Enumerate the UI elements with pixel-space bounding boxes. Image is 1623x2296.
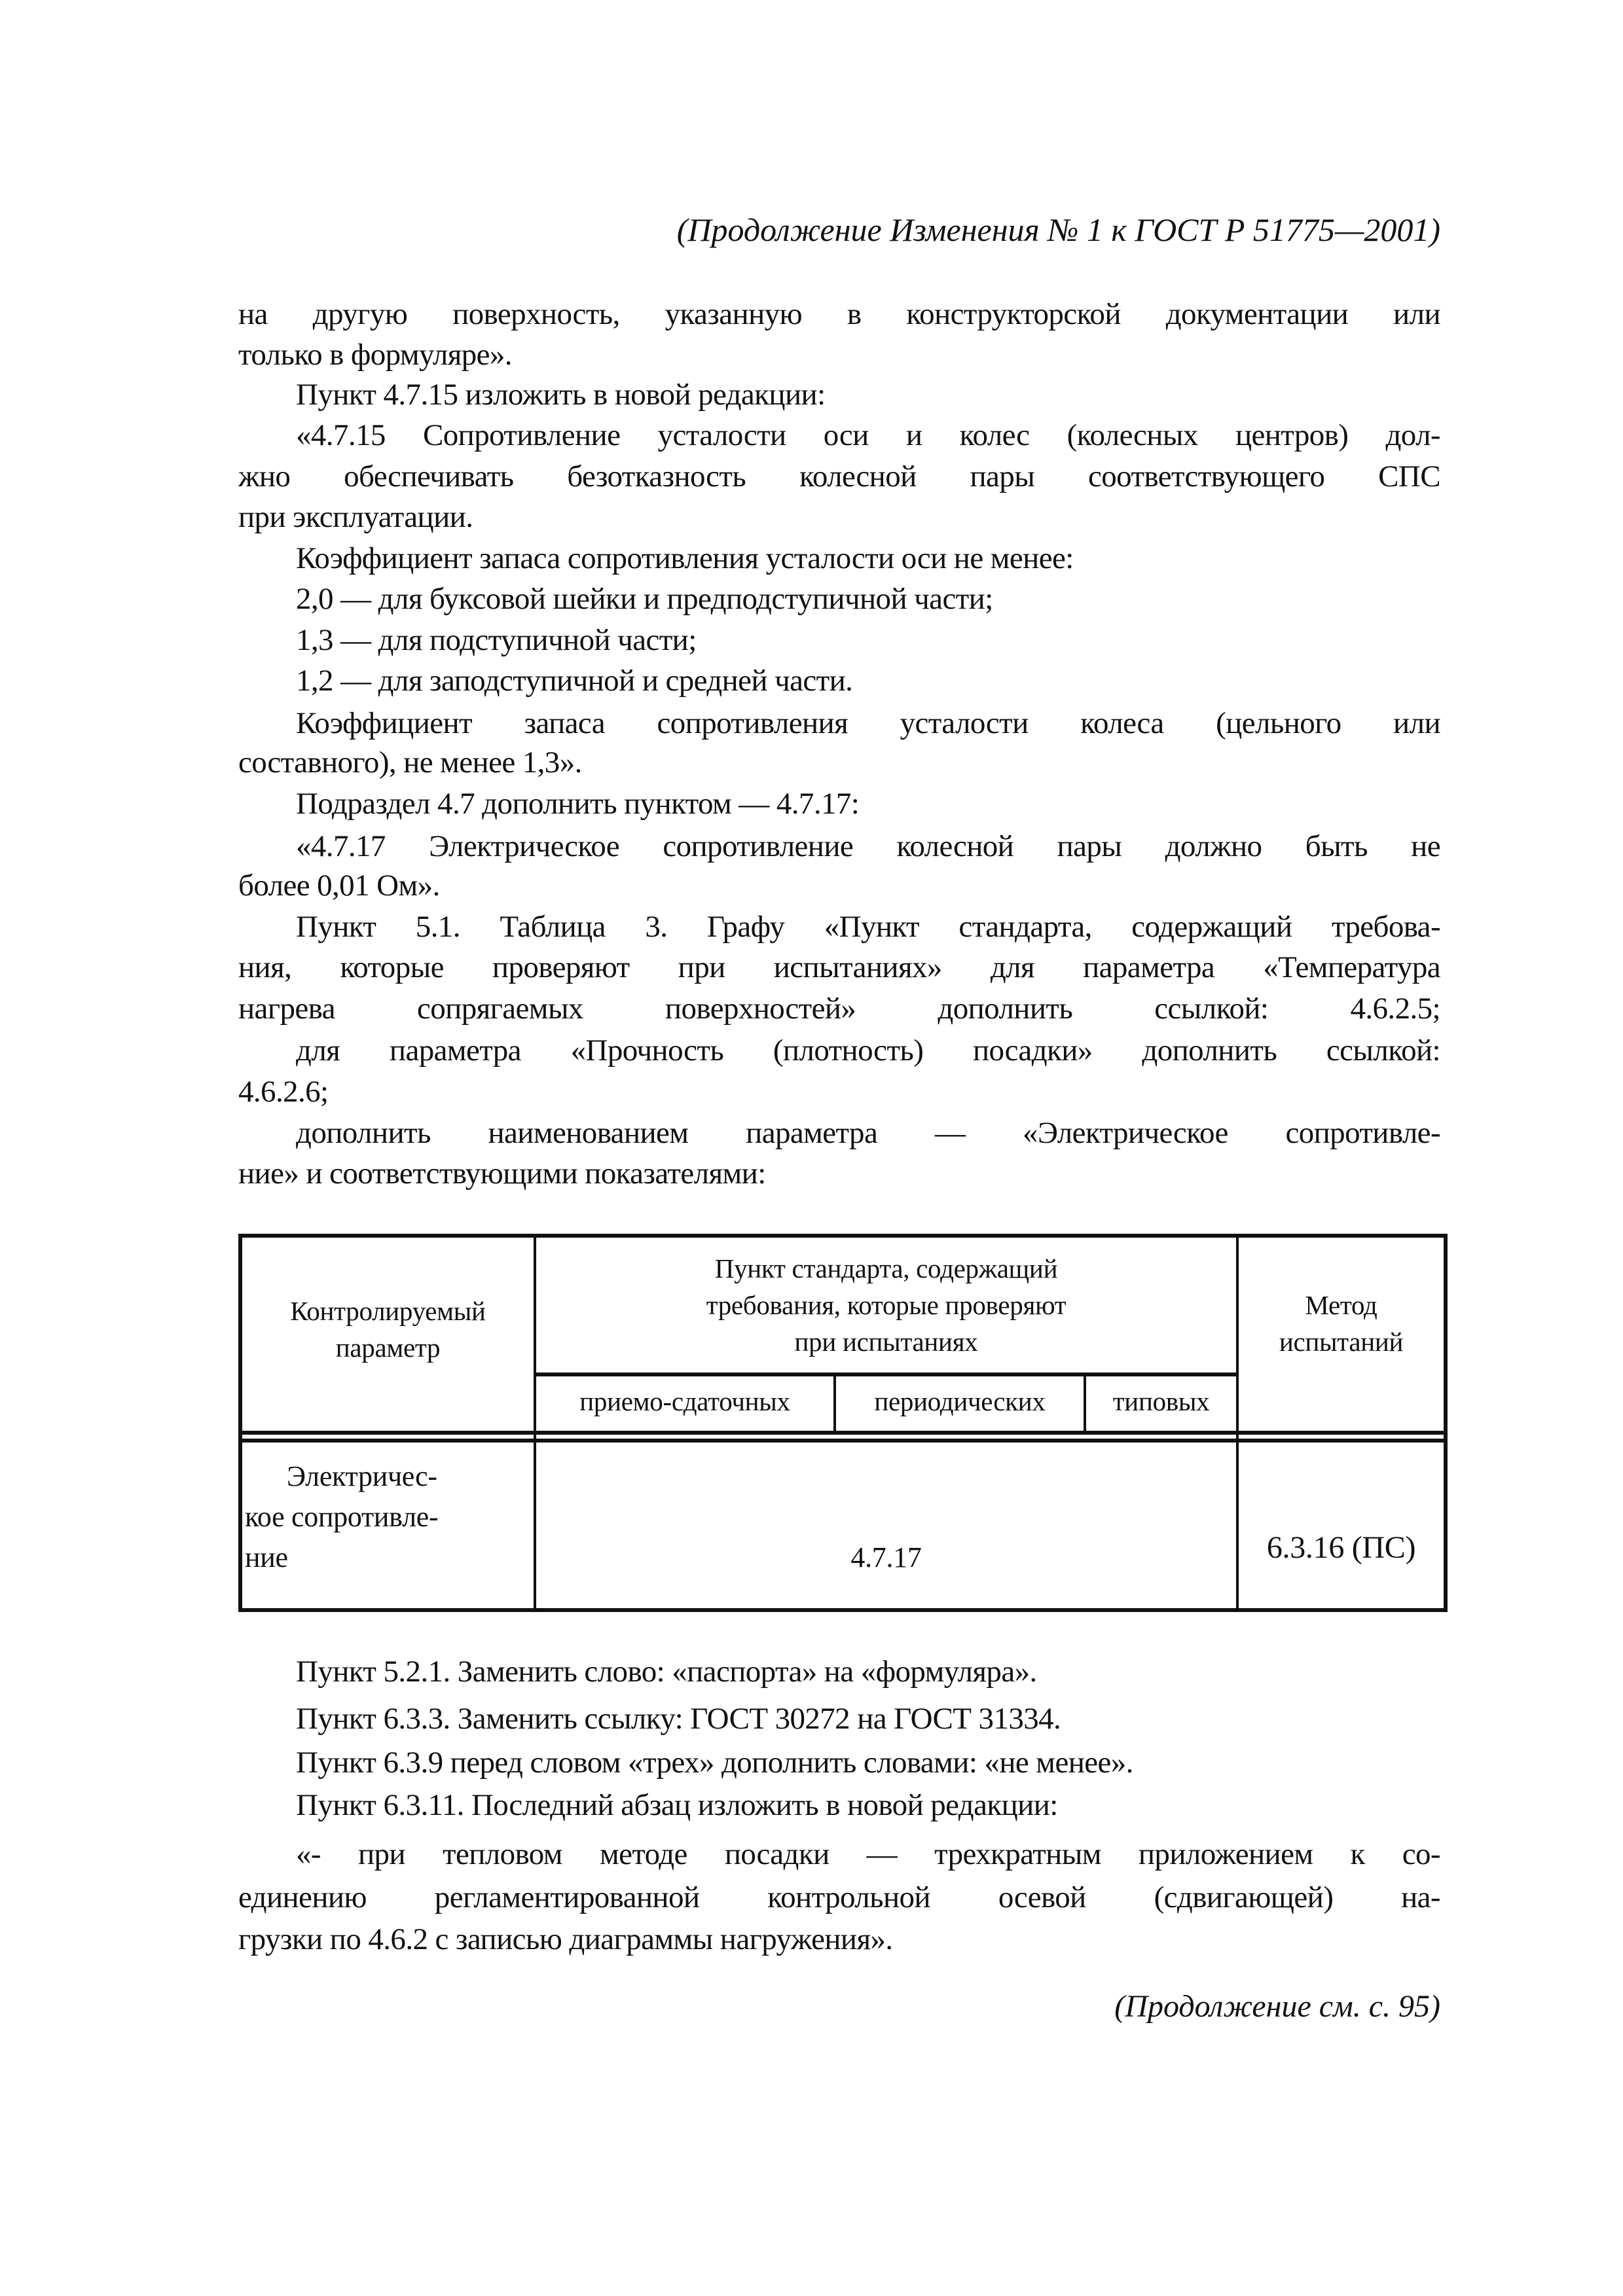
text-line: грузки по 4.6.2 с записью диаграммы нагружения».: [238, 1922, 893, 1956]
cell-text: кое сопротивле-: [245, 1501, 439, 1533]
row-clause: 4.7.17: [850, 1541, 922, 1573]
text-line: «- при тепловом методе посадки — трехкратным приложением к со-: [296, 1837, 1440, 1871]
text-line: «4.7.15 Сопротивление усталости оси и колес (колесных центров) дол-: [296, 418, 1440, 452]
text-line: жно обеспечивать безотказность колесной пары соответствующего СПС: [238, 459, 1440, 493]
row-method: 6.3.16 (ПС): [1266, 1530, 1416, 1565]
header-text: Пункт стандарта, содержащий: [714, 1253, 1058, 1283]
header-param: [242, 1293, 534, 1366]
header-clause: [536, 1250, 1236, 1360]
text-line: дополнить наименованием параметра — «Электрическое сопротивле-: [296, 1116, 1440, 1150]
text-line: нагрева сопрягаемых поверхностей» дополнить ссылкой: 4.6.2.5;: [238, 992, 1440, 1026]
text-line: ния, которые проверяют при испытаниях» для параметра «Температура: [238, 950, 1440, 984]
text-line: Пункт 6.3.3. Заменить ссылку: ГОСТ 30272 на ГОСТ 31334.: [296, 1702, 1061, 1736]
header-text: Контролируемый: [290, 1296, 486, 1326]
text-line: единению регламентированной контрольной осевой (сдвигающей) на-: [238, 1880, 1440, 1914]
subheader-type: типовых: [1112, 1386, 1210, 1416]
running-header: (Продолжение Изменения № 1 к ГОСТ Р 51775—2001): [676, 211, 1440, 248]
subheader-periodic: периодических: [874, 1386, 1046, 1416]
header-text: испытаний: [1279, 1327, 1404, 1357]
text-line: ние» и соответствующими показателями:: [238, 1157, 766, 1191]
text-line: Пункт 4.7.15 изложить в новой редакции:: [296, 378, 826, 412]
table-divider: [238, 1439, 1448, 1443]
header-text: требования, которые проверяют: [706, 1290, 1067, 1320]
text-line: 4.6.2.6;: [238, 1075, 329, 1109]
text-line: Коэффициент запаса сопротивления усталости оси не менее:: [296, 541, 1074, 575]
header-text: параметр: [335, 1333, 441, 1363]
text-line: Коэффициент запаса сопротивления усталости колеса (цельного или: [296, 706, 1440, 740]
text-line: Пункт 5.2.1. Заменить слово: «паспорта» на «формуляра».: [296, 1655, 1037, 1689]
text-line: Пункт 6.3.9 перед словом «трех» дополнить словами: «не менее».: [296, 1746, 1133, 1780]
text-line: Подраздел 4.7 дополнить пунктом — 4.7.17:: [296, 787, 860, 821]
text-line: составного), не менее 1,3».: [238, 745, 582, 780]
text-line: Пункт 6.3.11. Последний абзац изложить в новой редакции:: [296, 1788, 1058, 1822]
header-method: [1239, 1287, 1444, 1360]
text-line: только в формуляре».: [238, 338, 512, 372]
text-line: «4.7.17 Электрическое сопротивление колесной пары должно быть не: [296, 829, 1440, 863]
continuation-note: (Продолжение см. с. 95): [1114, 1989, 1440, 2024]
table-divider: [238, 1431, 1448, 1435]
text-line: 2,0 — для буксовой шейки и предподступичной части;: [296, 582, 993, 616]
subheader-acceptance: приемо-сдаточных: [579, 1386, 790, 1416]
text-line: 1,3 — для подступичной части;: [296, 623, 697, 657]
text-line: 1,2 — для заподступичной и средней части.: [296, 664, 853, 698]
text-line: более 0,01 Ом».: [238, 869, 440, 903]
text-line: на другую поверхность, указанную в конструкторской документации или: [238, 297, 1440, 331]
table-divider: [534, 1372, 1239, 1376]
text-line: для параметра «Прочность (плотность) посадки» дополнить ссылкой:: [296, 1033, 1440, 1067]
header-text: Метод: [1305, 1290, 1377, 1320]
text-line: Пункт 5.1. Таблица 3. Графу «Пункт стандарта, содержащий требова-: [296, 910, 1440, 944]
cell-text: Электричес-: [287, 1460, 437, 1492]
cell-text: ние: [245, 1541, 288, 1573]
header-text: при испытаниях: [794, 1327, 978, 1357]
text-line: при эксплуатации.: [238, 500, 473, 534]
row-param: [245, 1456, 526, 1578]
